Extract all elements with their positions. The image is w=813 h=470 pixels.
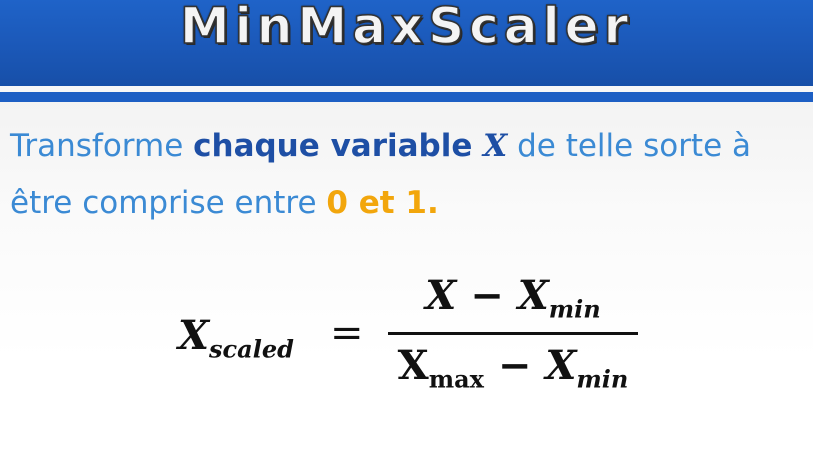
lhs-variable: X [178, 312, 210, 359]
description-range: 0 et 1. [326, 185, 439, 221]
description-bold: chaque variable [193, 128, 484, 164]
minmax-formula [0, 270, 813, 410]
description-text [10, 118, 805, 232]
description-part2: de telle sorte à être comprise entre [10, 128, 752, 221]
den-subscript-2: min [576, 364, 629, 394]
fraction-bar [388, 332, 638, 335]
formula-numerator [388, 272, 638, 324]
formula-denominator [388, 342, 638, 394]
lhs-subscript: scaled [209, 334, 294, 364]
num-variable-2: X [517, 272, 549, 319]
num-subscript-2: min [548, 294, 601, 324]
slide-title: MinMaxScaler [179, 0, 634, 55]
description-variable: X [483, 128, 508, 164]
title-banner [0, 0, 813, 86]
num-variable: X [425, 272, 457, 319]
description-part1: Transforme [10, 128, 194, 164]
divider-blue [0, 92, 813, 102]
num-minus: − [456, 272, 518, 319]
den-variable-2: X [545, 342, 577, 389]
formula-lhs [178, 312, 294, 364]
den-minus: − [483, 342, 546, 389]
den-variable: X [397, 342, 429, 389]
formula-equals: = [330, 310, 364, 356]
den-subscript: max [428, 364, 484, 394]
